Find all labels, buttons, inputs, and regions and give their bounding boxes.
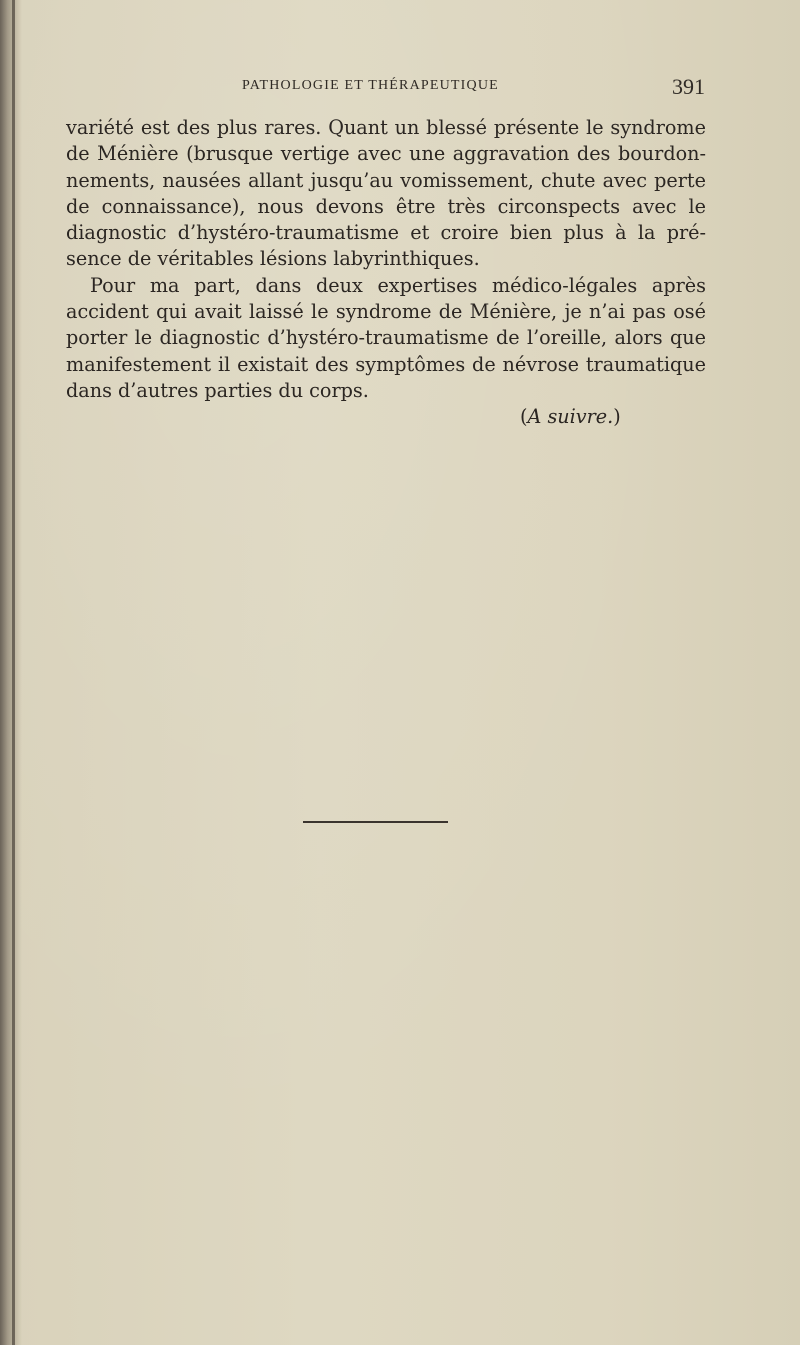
text-line: variété est des plus rares. Quant un blessé présente le syndrome [66, 116, 706, 139]
running-title: PATHOLOGIE ET THÉRAPEUTIQUE [242, 78, 499, 93]
page-number: 391 [672, 74, 705, 99]
text-line: nements, nausées allant jusqu’au vomissement, chute avec perte [66, 168, 706, 192]
text-line: manifestement il existait des symptômes de névrose traumatique [66, 352, 706, 376]
open-paren: ( [520, 405, 528, 428]
page-binding-line [12, 0, 15, 1345]
text-line: de connaissance), nous devons être très circonspects avec le [66, 194, 706, 218]
text-line: de Ménière (brusque vertige avec une aggravation des bourdon- [66, 142, 706, 166]
text-line: Pour ma part, dans deux expertises médico-légales après [90, 273, 706, 297]
close-paren: ) [613, 405, 621, 428]
text-line: porter le diagnostic d’hystéro-traumatisme de l’oreille, alors que [66, 326, 706, 350]
text-line: diagnostic d’hystéro-traumatisme et croire bien plus à la pré- [66, 221, 706, 245]
body-text [66, 115, 706, 404]
end-rule-divider [303, 821, 448, 823]
page-binding-edge [0, 0, 22, 1345]
text-line: accident qui avait laissé le syndrome de Ménière, je n’ai pas osé [66, 300, 706, 324]
text-line: dans d’autres parties du corps. [66, 378, 369, 402]
to-be-continued-note [520, 405, 621, 428]
text-line: sence de véritables lésions labyrinthiques. [66, 247, 480, 271]
running-head [0, 74, 800, 98]
to-be-continued-text: A suivre. [527, 405, 614, 428]
